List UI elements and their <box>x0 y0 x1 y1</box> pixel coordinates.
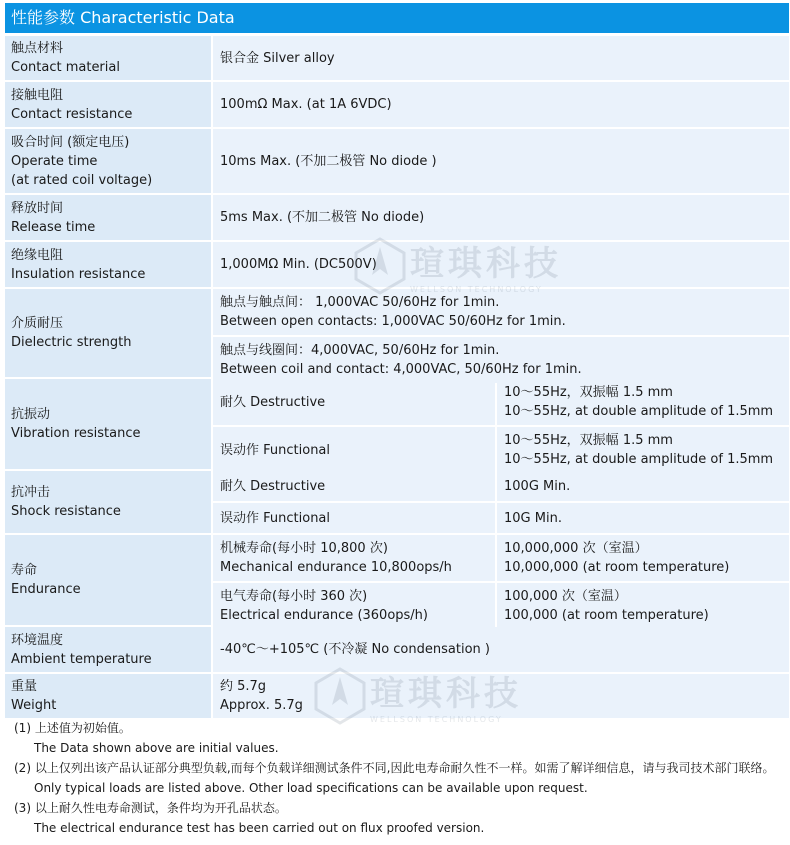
table-row <box>5 379 789 471</box>
sub-value <box>497 427 789 473</box>
dielectric-open-contacts <box>213 289 789 337</box>
value-text: 100mΩ Max. (at 1A 6VDC) <box>220 97 392 112</box>
param-en: Contact resistance <box>11 106 133 122</box>
table-row <box>5 195 789 242</box>
param-en: Ambient temperature <box>11 651 152 667</box>
param-label <box>5 471 211 533</box>
param-value <box>213 36 789 80</box>
value-text: 10G Min. <box>504 510 562 526</box>
footnotes <box>14 718 784 838</box>
sub-label-text: 耐久 Destructive <box>220 394 326 410</box>
param-cn: 吸合时间 (额定电压) <box>11 134 130 150</box>
section-title: 性能参数 Characteristic Data <box>11 8 235 27</box>
param-value <box>213 674 789 718</box>
param-en: Release time <box>11 219 96 235</box>
param-en: Insulation resistance <box>11 266 146 282</box>
sub-value <box>497 503 789 533</box>
table-row <box>5 674 789 720</box>
param-value <box>213 195 789 240</box>
param-value <box>213 289 789 377</box>
param-label <box>5 289 211 377</box>
value-text: 10～55Hz，双振幅 1.5 mm <box>504 433 673 448</box>
sub-label <box>213 503 495 533</box>
note-cn: (2) 以上仅列出该产品认证部分典型负载,而每个负载详细测试条件不同,因此电寿命耐久性不一样。如需了解详细信息，请与我司技术部门联络。 <box>14 761 775 775</box>
param-label <box>5 627 211 672</box>
sub-label <box>213 427 495 473</box>
param-en: Contact material <box>11 60 120 75</box>
param-en: Endurance <box>11 582 81 597</box>
value-text: 触点与触点间： 1,000VAC 50/60Hz for 1min. <box>220 295 500 310</box>
endurance-mechanical <box>213 535 789 583</box>
param-value <box>213 627 789 672</box>
table-row <box>5 627 789 674</box>
sub-label <box>213 535 495 581</box>
sub-label-text: 电气寿命(每小时 360 次) <box>220 589 368 604</box>
param-label <box>5 195 211 240</box>
sub-label-text: 机械寿命(每小时 10,800 次) <box>220 541 388 556</box>
dielectric-coil-contact <box>213 337 789 383</box>
sub-label-text: 耐久 Destructive <box>220 478 326 494</box>
param-en: Dielectric strength <box>11 335 132 350</box>
param-label <box>5 379 211 469</box>
table-row <box>5 129 789 195</box>
param-cn: 绝缘电阻 <box>11 247 64 263</box>
sub-label-text: Electrical endurance (360ops/h) <box>220 608 428 623</box>
param-label <box>5 674 211 718</box>
value-text: 约 5.7g <box>220 679 267 694</box>
note-cn: (3) 以上耐久性电寿命测试，条件均为开孔品状态。 <box>14 801 287 815</box>
vibration-subtable <box>213 379 789 469</box>
table-row <box>5 535 789 627</box>
value-text: 10～55Hz, at double amplitude of 1.5mm <box>504 452 774 467</box>
sub-value <box>497 583 789 629</box>
value-text: 10～55Hz, at double amplitude of 1.5mm <box>504 404 774 419</box>
param-cn: 触点材料 <box>11 41 64 56</box>
shock-functional <box>213 503 789 533</box>
param-label <box>5 36 211 80</box>
param-value <box>213 242 789 287</box>
sub-value <box>497 535 789 581</box>
endurance-subtable <box>213 535 789 625</box>
table-row <box>5 471 789 535</box>
sub-label-text: 误动作 Functional <box>220 510 331 526</box>
param-label <box>5 82 211 127</box>
param-value <box>213 129 789 193</box>
param-cn: 重量 <box>11 679 38 694</box>
endurance-electrical <box>213 583 789 629</box>
value-text: 100,000 次（室温） <box>504 589 627 604</box>
shock-destructive <box>213 471 789 503</box>
value-text: 10,000,000 次（室温） <box>504 541 648 556</box>
sub-label-text: Mechanical endurance 10,800ops/h <box>220 560 452 575</box>
value-text: 10～55Hz，双振幅 1.5 mm <box>504 385 673 400</box>
param-label <box>5 535 211 625</box>
param-en: Shock resistance <box>11 504 121 519</box>
value-text: Approx. 5.7g <box>220 698 303 713</box>
param-cn: 抗冲击 <box>11 485 51 500</box>
param-cn: 介质耐压 <box>11 316 64 331</box>
table-row <box>5 242 789 289</box>
param-cn: 抗振动 <box>11 407 51 422</box>
param-en-note: (at rated coil voltage) <box>11 172 153 188</box>
sub-value <box>497 471 789 501</box>
value-text: 1,000MΩ Min. (DC500V) <box>220 257 377 272</box>
value-text: 10ms Max. (不加二极管 No diode ) <box>220 153 437 169</box>
value-text: Between open contacts: 1,000VAC 50/60Hz for 1min. <box>220 314 566 329</box>
param-en: Operate time <box>11 153 98 169</box>
param-cn: 释放时间 <box>11 200 64 216</box>
sub-value <box>497 379 789 425</box>
sub-label <box>213 471 495 501</box>
sub-label <box>213 379 495 425</box>
param-en: Vibration resistance <box>11 426 141 441</box>
param-label <box>5 129 211 193</box>
table-row <box>5 36 789 82</box>
vibration-destructive <box>213 379 789 427</box>
param-cn: 寿命 <box>11 563 38 578</box>
param-value <box>213 82 789 127</box>
section-header <box>5 3 789 33</box>
value-text: 10,000,000 (at room temperature) <box>504 560 730 575</box>
watermark-en: WELLSON TECHNOLOGY <box>370 715 503 724</box>
characteristic-table <box>5 36 789 720</box>
value-text: 5ms Max. (不加二极管 No diode) <box>220 210 425 225</box>
note-en: The electrical endurance test has been carried out on flux proofed version. <box>34 821 485 835</box>
note-en: Only typical loads are listed above. Other load specifications can be available upon request. <box>34 781 588 795</box>
value-text: 100,000 (at room temperature) <box>504 608 709 623</box>
param-cn: 接触电阻 <box>11 87 64 103</box>
shock-subtable <box>213 471 789 533</box>
sub-label-text: 误动作 Functional <box>220 442 331 458</box>
value-text: 触点与线圈间：4,000VAC, 50/60Hz for 1min. <box>220 343 500 358</box>
value-text: -40℃～+105℃ (不冷凝 No condensation ) <box>220 642 490 657</box>
value-text: Between coil and contact: 4,000VAC, 50/60Hz for 1min. <box>220 362 582 377</box>
param-en: Weight <box>11 698 57 713</box>
sub-label <box>213 583 495 629</box>
table-row <box>5 289 789 379</box>
param-label <box>5 242 211 287</box>
value-text: 银合金 Silver alloy <box>220 50 335 66</box>
table-row <box>5 82 789 129</box>
note-cn: (1) 上述值为初始值。 <box>14 721 131 735</box>
vibration-functional <box>213 427 789 473</box>
value-text: 100G Min. <box>504 478 571 494</box>
param-cn: 环境温度 <box>11 632 64 648</box>
note-en: The Data shown above are initial values. <box>34 741 279 755</box>
